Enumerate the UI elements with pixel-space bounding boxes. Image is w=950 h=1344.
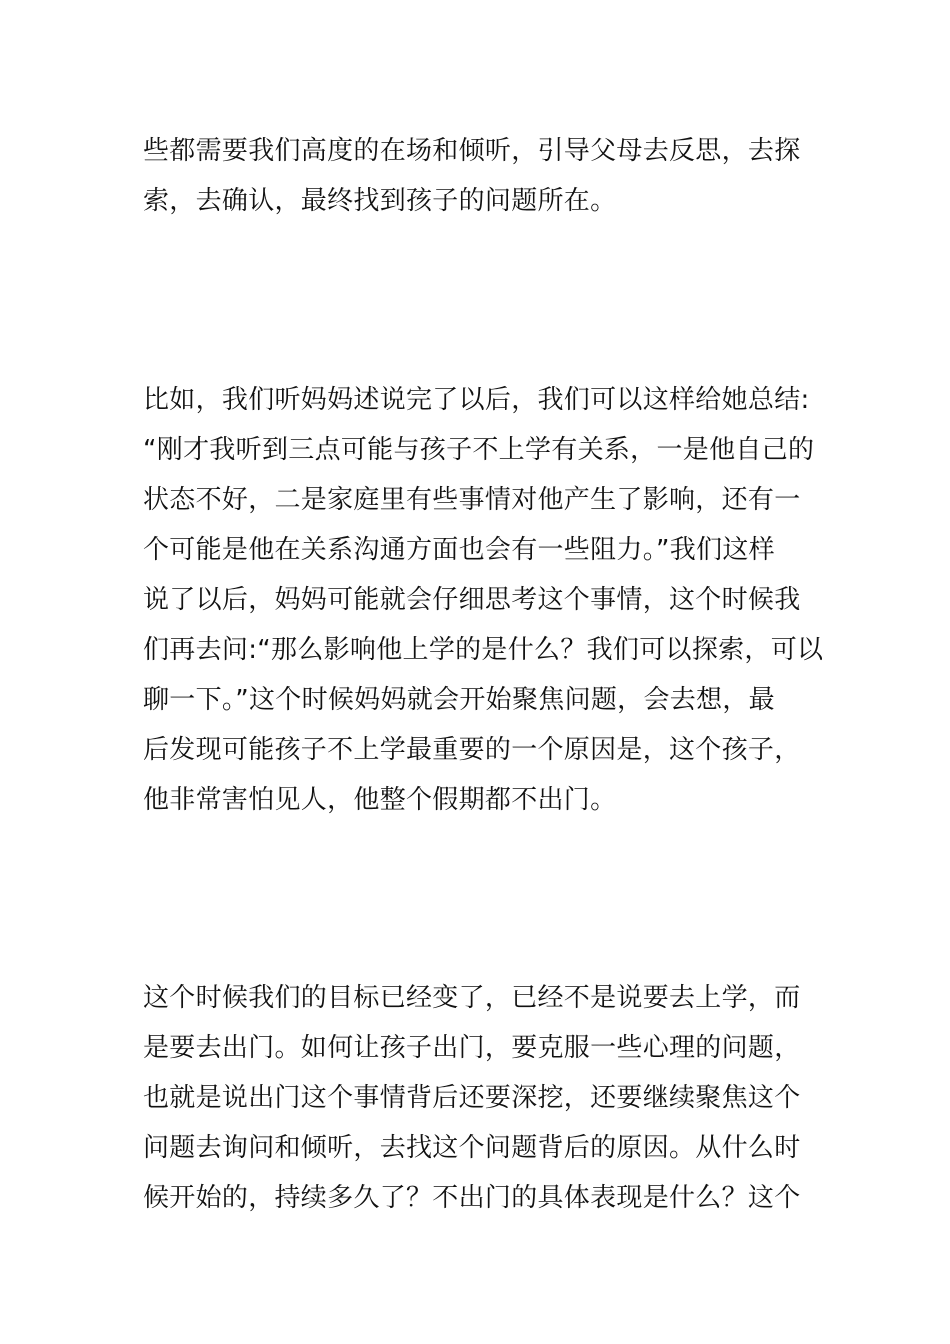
text-line: 些都需要我们高度的在场和倾听，引导父母去反思，去探: [143, 136, 801, 166]
text-line: 他非常害怕见人，他整个假期都不出门。: [143, 785, 617, 815]
text-line: 索，去确认，最终找到孩子的问题所在。: [143, 186, 617, 216]
text-line: “刚才我听到三点可能与孩子不上学有关系，一是他自己的: [143, 435, 815, 465]
text-line: 比如，我们听妈妈述说完了以后，我们可以这样给她总结:: [143, 385, 810, 415]
text-line: 们再去问:“那么影响他上学的是什么？我们可以探索，可以: [143, 635, 824, 665]
text-line: 个可能是他在关系沟通方面也会有一些阻力。”我们这样: [143, 535, 775, 565]
text-line: 说了以后，妈妈可能就会仔细思考这个事情，这个时候我: [143, 585, 801, 615]
text-line: 状态不好，二是家庭里有些事情对他产生了影响，还有一: [143, 485, 801, 515]
text-line: 候开始的，持续多久了？不出门的具体表现是什么？这个: [143, 1183, 801, 1213]
text-line: 问题去询问和倾听，去找这个问题背后的原因。从什么时: [143, 1133, 801, 1163]
text-line: 是要去出门。如何让孩子出门，要克服一些心理的问题，: [143, 1033, 801, 1063]
text-line: 聊一下。”这个时候妈妈就会开始聚焦问题，会去想，最: [143, 685, 775, 715]
text-line: 也就是说出门这个事情背后还要深挖，还要继续聚焦这个: [143, 1083, 801, 1113]
text-line: 这个时候我们的目标已经变了，已经不是说要去上学，而: [143, 983, 801, 1013]
text-line: 后发现可能孩子不上学最重要的一个原因是，这个孩子，: [143, 735, 801, 765]
